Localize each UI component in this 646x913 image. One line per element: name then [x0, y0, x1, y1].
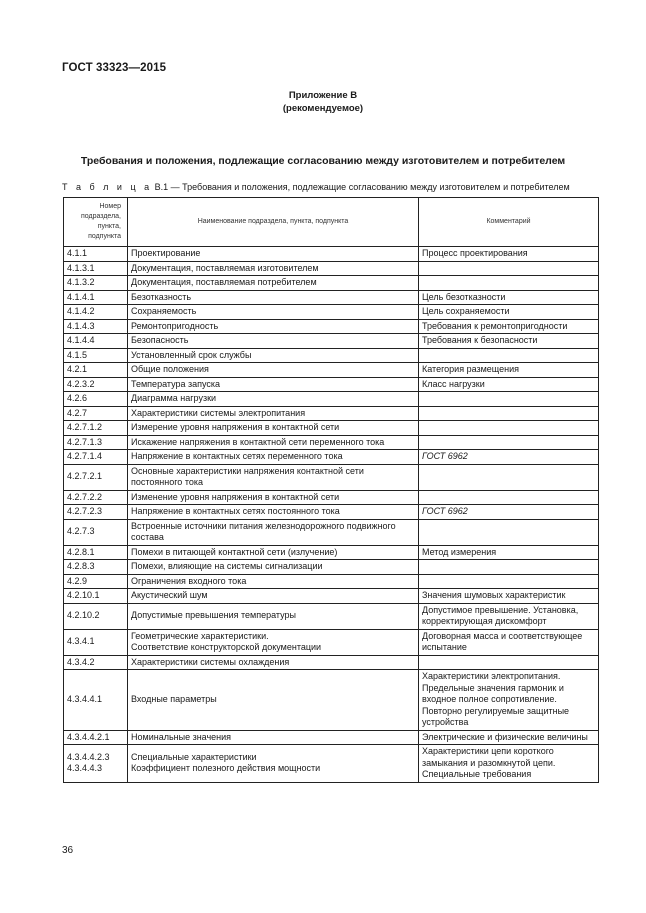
- table-body: [64, 247, 599, 783]
- caption-number: В.1 —: [154, 182, 180, 192]
- cell-comment: Договорная масса и соответствующее испытание: [419, 629, 599, 655]
- cell-comment: [419, 560, 599, 575]
- cell-name: Безотказность: [128, 290, 419, 305]
- cell-name: Документация, поставляемая изготовителем: [128, 261, 419, 276]
- cell-name: Ремонтопригодность: [128, 319, 419, 334]
- cell-name: Документация, поставляемая потребителем: [128, 276, 419, 291]
- cell-comment: Процесс проектирования: [419, 247, 599, 262]
- table-row: [64, 276, 599, 291]
- cell-comment: Класс нагрузки: [419, 377, 599, 392]
- cell-number: 4.3.4.1: [64, 629, 128, 655]
- cell-name: Напряжение в контактных сетях переменного тока: [128, 450, 419, 465]
- cell-name: Помехи в питающей контактной сети (излучение): [128, 545, 419, 560]
- cell-number: 4.3.4.4.2.1: [64, 730, 128, 745]
- table-row: [64, 392, 599, 407]
- cell-number: 4.1.4.1: [64, 290, 128, 305]
- table-row: [64, 421, 599, 436]
- cell-comment: Цель сохраняемости: [419, 305, 599, 320]
- table-row: [64, 730, 599, 745]
- cell-name: Диаграмма нагрузки: [128, 392, 419, 407]
- table-row: [64, 319, 599, 334]
- cell-name: Измерение уровня напряжения в контактной сети: [128, 421, 419, 436]
- appendix-heading: [0, 89, 646, 115]
- cell-comment: Характеристики электропитания. Предельные значения гармоник и входное полное сопротивление. Повторно регулируемые защитные устройства: [419, 670, 599, 731]
- requirements-table: [63, 197, 599, 783]
- cell-comment: [419, 519, 599, 545]
- cell-name: Искажение напряжения в контактной сети переменного тока: [128, 435, 419, 450]
- cell-name: Специальные характеристики Коэффициент полезного действия мощности: [128, 745, 419, 783]
- cell-number: 4.1.4.3: [64, 319, 128, 334]
- cell-comment: Допустимое превышение. Установка, корректирующая дискомфорт: [419, 603, 599, 629]
- cell-number: 4.3.4.2: [64, 655, 128, 670]
- cell-number: 4.2.7.1.3: [64, 435, 128, 450]
- cell-comment: Значения шумовых характеристик: [419, 589, 599, 604]
- cell-number: 4.2.1: [64, 363, 128, 378]
- table-row: [64, 261, 599, 276]
- table-row: [64, 334, 599, 349]
- table-row: [64, 450, 599, 465]
- cell-name: Безопасность: [128, 334, 419, 349]
- column-header-number: Номер подраздела, пункта, подпункта: [64, 198, 128, 247]
- cell-comment: [419, 406, 599, 421]
- cell-number: 4.2.10.2: [64, 603, 128, 629]
- table-row: [64, 560, 599, 575]
- cell-comment: [419, 435, 599, 450]
- cell-number: 4.2.7.1.4: [64, 450, 128, 465]
- cell-name: Характеристики системы охлаждения: [128, 655, 419, 670]
- cell-number: 4.2.7: [64, 406, 128, 421]
- cell-comment: [419, 490, 599, 505]
- table-row: [64, 348, 599, 363]
- table-row: [64, 629, 599, 655]
- cell-number: 4.1.5: [64, 348, 128, 363]
- table-row: [64, 363, 599, 378]
- table-row: [64, 574, 599, 589]
- cell-name: Геометрические характеристики. Соответствие конструкторской документации: [128, 629, 419, 655]
- table-row: [64, 603, 599, 629]
- cell-comment: [419, 392, 599, 407]
- cell-name: Характеристики системы электропитания: [128, 406, 419, 421]
- cell-comment: Требования к ремонтопригодности: [419, 319, 599, 334]
- appendix-title: Приложение В: [288, 90, 358, 101]
- cell-name: Встроенные источники питания железнодорожного подвижного состава: [128, 519, 419, 545]
- main-title: Требования и положения, подлежащие согласованию между изготовителем и потребителем: [80, 155, 566, 167]
- table-row: [64, 505, 599, 520]
- cell-name: Входные параметры: [128, 670, 419, 731]
- table-header-row: [64, 198, 599, 247]
- cell-name: Основные характеристики напряжения контактной сети постоянного тока: [128, 464, 419, 490]
- cell-name: Изменение уровня напряжения в контактной сети: [128, 490, 419, 505]
- cell-comment: [419, 276, 599, 291]
- cell-comment: Электрические и физические величины: [419, 730, 599, 745]
- cell-number: 4.2.8.1: [64, 545, 128, 560]
- table-row: [64, 406, 599, 421]
- cell-comment: ГОСТ 6962: [419, 505, 599, 520]
- cell-number: 4.1.1: [64, 247, 128, 262]
- cell-number: 4.1.4.2: [64, 305, 128, 320]
- cell-comment: [419, 464, 599, 490]
- cell-name: Напряжение в контактных сетях постоянного тока: [128, 505, 419, 520]
- cell-comment: Характеристики цепи короткого замыкания и разомкнутой цепи. Специальные требования: [419, 745, 599, 783]
- table-row: [64, 377, 599, 392]
- cell-comment: ГОСТ 6962: [419, 450, 599, 465]
- table-row: [64, 490, 599, 505]
- table-row: [64, 545, 599, 560]
- table-row: [64, 745, 599, 783]
- table-row: [64, 670, 599, 731]
- cell-comment: Требования к безопасности: [419, 334, 599, 349]
- cell-number: 4.1.3.2: [64, 276, 128, 291]
- table-row: [64, 290, 599, 305]
- table-row: [64, 519, 599, 545]
- cell-name: Проектирование: [128, 247, 419, 262]
- cell-name: Ограничения входного тока: [128, 574, 419, 589]
- cell-number: 4.2.9: [64, 574, 128, 589]
- table-row: [64, 589, 599, 604]
- cell-number: 4.2.7.3: [64, 519, 128, 545]
- cell-name: Помехи, влияющие на системы сигнализации: [128, 560, 419, 575]
- page-number: 36: [62, 845, 74, 856]
- table-row: [64, 435, 599, 450]
- cell-number: 4.2.7.2.2: [64, 490, 128, 505]
- cell-comment: [419, 574, 599, 589]
- cell-comment: [419, 421, 599, 436]
- cell-number: 4.2.6: [64, 392, 128, 407]
- cell-comment: [419, 261, 599, 276]
- table-row: [64, 655, 599, 670]
- cell-name: Общие положения: [128, 363, 419, 378]
- cell-number: 4.2.7.2.3: [64, 505, 128, 520]
- cell-name: Допустимые превышения температуры: [128, 603, 419, 629]
- cell-name: Температура запуска: [128, 377, 419, 392]
- cell-number: 4.2.7.1.2: [64, 421, 128, 436]
- cell-name: Акустический шум: [128, 589, 419, 604]
- table-row: [64, 305, 599, 320]
- document-code: ГОСТ 33323—2015: [62, 62, 167, 74]
- cell-number: 4.2.10.1: [64, 589, 128, 604]
- cell-comment: Категория размещения: [419, 363, 599, 378]
- cell-name: Сохраняемость: [128, 305, 419, 320]
- caption-text: Требования и положения, подлежащие согласованию между изготовителем и потребителем: [182, 182, 570, 192]
- table-row: [64, 464, 599, 490]
- cell-number: 4.3.4.4.1: [64, 670, 128, 731]
- cell-number: 4.2.8.3: [64, 560, 128, 575]
- cell-comment: Метод измерения: [419, 545, 599, 560]
- cell-comment: [419, 655, 599, 670]
- cell-comment: Цель безотказности: [419, 290, 599, 305]
- cell-number: 4.1.4.4: [64, 334, 128, 349]
- caption-label: Т а б л и ц а: [62, 182, 153, 192]
- cell-number: 4.2.7.2.1: [64, 464, 128, 490]
- table-row: [64, 247, 599, 262]
- column-header-name: Наименование подраздела, пункта, подпункта: [128, 198, 419, 247]
- cell-name: Установленный срок службы: [128, 348, 419, 363]
- appendix-subtitle: (рекомендуемое): [282, 103, 364, 114]
- cell-comment: [419, 348, 599, 363]
- cell-number: 4.1.3.1: [64, 261, 128, 276]
- cell-number: 4.2.3.2: [64, 377, 128, 392]
- column-header-comment: Комментарий: [419, 198, 599, 247]
- cell-name: Номинальные значения: [128, 730, 419, 745]
- table-caption: [62, 182, 570, 192]
- cell-number: 4.3.4.4.2.3 4.3.4.4.3: [64, 745, 128, 783]
